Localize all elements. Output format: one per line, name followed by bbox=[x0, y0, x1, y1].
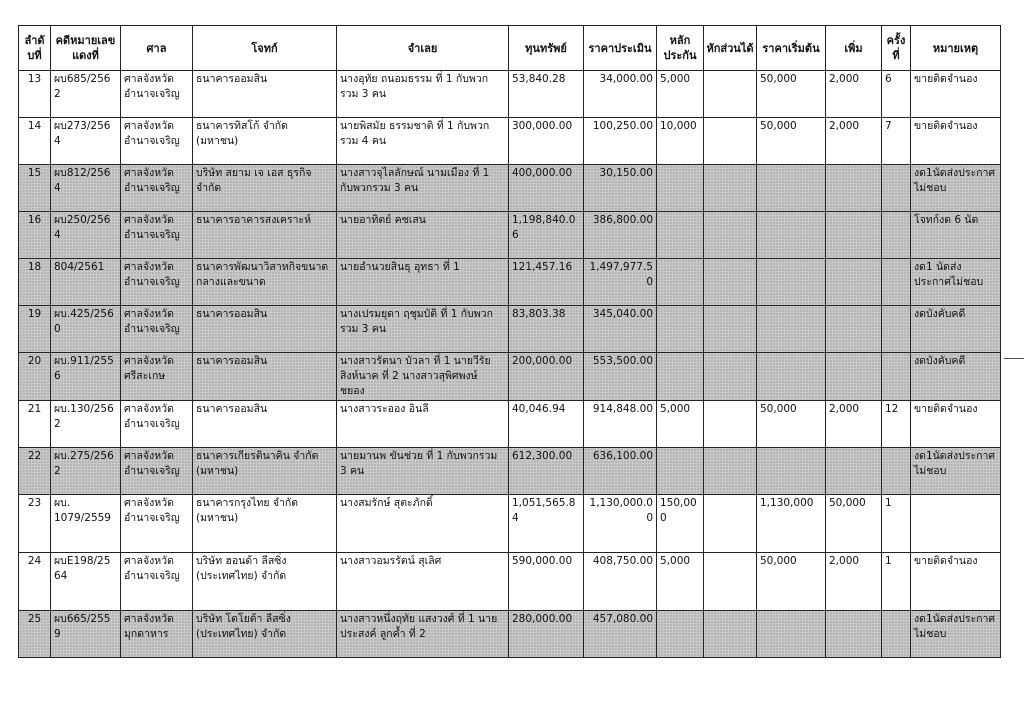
header-seq: ลำดับที่ bbox=[19, 26, 51, 71]
cell-court: ศาลจังหวัดอำนาจเจริญ bbox=[121, 306, 193, 353]
cell-deposit: 5,000 bbox=[657, 71, 704, 118]
header-round: ครั้งที่ bbox=[882, 26, 911, 71]
cell-deduction bbox=[704, 553, 757, 611]
cell-appraisal: 345,040.00 bbox=[584, 306, 657, 353]
cell-court: ศาลจังหวัดอำนาจเจริญ bbox=[121, 495, 193, 553]
cell-start-price bbox=[757, 165, 826, 212]
cell-defendant: นางอุทัย ถนอมธรรม ที่ 1 กับพวกรวม 3 คน bbox=[337, 71, 509, 118]
cell-appraisal: 34,000.00 bbox=[584, 71, 657, 118]
cell-seq: 22 bbox=[19, 448, 51, 495]
cell-remark: งด1นัดส่งประกาศไม่ชอบ bbox=[911, 165, 1001, 212]
cell-principal: 300,000.00 bbox=[509, 118, 584, 165]
cell-seq: 19 bbox=[19, 306, 51, 353]
cell-increment: 2,000 bbox=[826, 553, 882, 611]
cell-deposit bbox=[657, 448, 704, 495]
cell-deduction bbox=[704, 401, 757, 448]
auction-table-sheet bbox=[18, 25, 1001, 658]
cell-case-no: ผบ.425/2560 bbox=[51, 306, 121, 353]
cell-deposit bbox=[657, 165, 704, 212]
cell-deduction bbox=[704, 611, 757, 658]
cell-round bbox=[882, 448, 911, 495]
cell-principal: 200,000.00 bbox=[509, 353, 584, 401]
cell-seq: 25 bbox=[19, 611, 51, 658]
cell-seq: 24 bbox=[19, 553, 51, 611]
cell-defendant: นางสาวระออง อินลี bbox=[337, 401, 509, 448]
cell-defendant: นางสาวหนึ่งฤทัย แสงวงศ์ ที่ 1 นายประสงค์ ลูกค้ำ ที่ 2 bbox=[337, 611, 509, 658]
header-defendant: จำเลย bbox=[337, 26, 509, 71]
table-row bbox=[19, 353, 1001, 401]
cell-case-no: ผบ685/2562 bbox=[51, 71, 121, 118]
cell-appraisal: 100,250.00 bbox=[584, 118, 657, 165]
cell-start-price bbox=[757, 259, 826, 306]
cell-remark: ขายติดจำนอง bbox=[911, 401, 1001, 448]
cell-plaintiff: ธนาคารออมสิน bbox=[193, 353, 337, 401]
cell-round bbox=[882, 212, 911, 259]
cell-court: ศาลจังหวัดอำนาจเจริญ bbox=[121, 401, 193, 448]
cell-seq: 15 bbox=[19, 165, 51, 212]
cell-principal: 280,000.00 bbox=[509, 611, 584, 658]
cell-increment bbox=[826, 306, 882, 353]
cell-plaintiff: บริษัท สยาม เจ เอส ธุรกิจ จำกัด bbox=[193, 165, 337, 212]
cell-deduction bbox=[704, 71, 757, 118]
cell-round: 6 bbox=[882, 71, 911, 118]
cell-plaintiff: บริษัท โตโยต้า ลีสซิ่ง (ประเทศไทย) จำกัด bbox=[193, 611, 337, 658]
cell-deposit: 10,000 bbox=[657, 118, 704, 165]
cell-start-price bbox=[757, 306, 826, 353]
cell-round bbox=[882, 353, 911, 401]
table-row bbox=[19, 401, 1001, 448]
table-row bbox=[19, 495, 1001, 553]
cell-defendant: นายอาทิตย์ คชเสน bbox=[337, 212, 509, 259]
cell-seq: 14 bbox=[19, 118, 51, 165]
cell-round bbox=[882, 259, 911, 306]
cell-plaintiff: ธนาคารออมสิน bbox=[193, 71, 337, 118]
cell-principal: 40,046.94 bbox=[509, 401, 584, 448]
cell-start-price bbox=[757, 448, 826, 495]
header-remark: หมายเหตุ bbox=[911, 26, 1001, 71]
cell-appraisal: 30,150.00 bbox=[584, 165, 657, 212]
cell-increment bbox=[826, 259, 882, 306]
cell-court: ศาลจังหวัดศรีสะเกษ bbox=[121, 353, 193, 401]
cell-plaintiff: ธนาคารกรุงไทย จำกัด (มหาชน) bbox=[193, 495, 337, 553]
cell-appraisal: 408,750.00 bbox=[584, 553, 657, 611]
table-row bbox=[19, 553, 1001, 611]
cell-court: ศาลจังหวัดมุกดาหาร bbox=[121, 611, 193, 658]
cell-case-no: ผบ250/2564 bbox=[51, 212, 121, 259]
cell-appraisal: 386,800.00 bbox=[584, 212, 657, 259]
cell-court: ศาลจังหวัดอำนาจเจริญ bbox=[121, 212, 193, 259]
cell-deposit bbox=[657, 611, 704, 658]
cell-start-price: 50,000 bbox=[757, 71, 826, 118]
cell-seq: 16 bbox=[19, 212, 51, 259]
cell-appraisal: 1,130,000.00 bbox=[584, 495, 657, 553]
cell-court: ศาลจังหวัดอำนาจเจริญ bbox=[121, 553, 193, 611]
cell-appraisal: 914,848.00 bbox=[584, 401, 657, 448]
cell-deposit bbox=[657, 306, 704, 353]
cell-principal: 83,803.38 bbox=[509, 306, 584, 353]
cell-defendant: นายพิสมัย ธรรมชาติ ที่ 1 กับพวกรวม 4 คน bbox=[337, 118, 509, 165]
cell-start-price bbox=[757, 611, 826, 658]
cell-deduction bbox=[704, 448, 757, 495]
cell-round bbox=[882, 306, 911, 353]
cell-increment: 50,000 bbox=[826, 495, 882, 553]
cell-principal: 400,000.00 bbox=[509, 165, 584, 212]
cell-remark: ขายติดจำนอง bbox=[911, 118, 1001, 165]
cell-start-price: 50,000 bbox=[757, 553, 826, 611]
cell-deduction bbox=[704, 118, 757, 165]
header-court: ศาล bbox=[121, 26, 193, 71]
cell-increment bbox=[826, 165, 882, 212]
cell-seq: 18 bbox=[19, 259, 51, 306]
cell-remark: งด1นัดส่งประกาศไม่ชอบ bbox=[911, 448, 1001, 495]
header-deposit: หลักประกัน bbox=[657, 26, 704, 71]
cell-remark: ขายติดจำนอง bbox=[911, 71, 1001, 118]
cell-deposit: 5,000 bbox=[657, 553, 704, 611]
cell-plaintiff: ธนาคารออมสิน bbox=[193, 306, 337, 353]
cell-deduction bbox=[704, 259, 757, 306]
cell-appraisal: 457,080.00 bbox=[584, 611, 657, 658]
margin-rule-line bbox=[1004, 358, 1024, 359]
cell-plaintiff: ธนาคารพัฒนาวิสาหกิจขนาดกลางและขนาด bbox=[193, 259, 337, 306]
cell-plaintiff: ธนาคารอาคารสงเคราะห์ bbox=[193, 212, 337, 259]
cell-defendant: นางเปรมยุดา ฤชุมบัติ ที่ 1 กับพวกรวม 3 คน bbox=[337, 306, 509, 353]
cell-increment bbox=[826, 212, 882, 259]
cell-round bbox=[882, 165, 911, 212]
cell-plaintiff: บริษัท ฮอนด้า ลีสซิ่ง (ประเทศไทย) จำกัด bbox=[193, 553, 337, 611]
cell-increment bbox=[826, 353, 882, 401]
auction-case-table bbox=[18, 25, 1001, 658]
cell-case-no: 804/2561 bbox=[51, 259, 121, 306]
cell-start-price: 50,000 bbox=[757, 118, 826, 165]
cell-seq: 21 bbox=[19, 401, 51, 448]
cell-deduction bbox=[704, 353, 757, 401]
cell-deduction bbox=[704, 212, 757, 259]
cell-start-price: 50,000 bbox=[757, 401, 826, 448]
cell-defendant: นายมานพ ขันช่วย ที่ 1 กับพวกรวม 3 คน bbox=[337, 448, 509, 495]
header-row bbox=[19, 26, 1001, 71]
cell-round: 1 bbox=[882, 553, 911, 611]
cell-principal: 1,198,840.06 bbox=[509, 212, 584, 259]
table-row bbox=[19, 259, 1001, 306]
cell-remark: งด1 นัดส่งประกาศไม่ชอบ bbox=[911, 259, 1001, 306]
table-row bbox=[19, 448, 1001, 495]
cell-court: ศาลจังหวัดอำนาจเจริญ bbox=[121, 165, 193, 212]
cell-round: 12 bbox=[882, 401, 911, 448]
cell-remark: งดบังคับคดี bbox=[911, 306, 1001, 353]
table-row bbox=[19, 306, 1001, 353]
header-start-price: ราคาเริ่มต้น bbox=[757, 26, 826, 71]
cell-round bbox=[882, 611, 911, 658]
header-deduction: หักส่วนได้ bbox=[704, 26, 757, 71]
cell-defendant: นางสาวรัตนา บัวลา ที่ 1 นายวีรัยสิงห์นาค ที่ 2 นางสาวสุพิศพงษ์ ชยอง bbox=[337, 353, 509, 401]
cell-remark: งด1นัดส่งประกาศไม่ชอบ bbox=[911, 611, 1001, 658]
cell-remark: ขายติดจำนอง bbox=[911, 553, 1001, 611]
table-row bbox=[19, 118, 1001, 165]
cell-case-no: ผบ.130/2562 bbox=[51, 401, 121, 448]
cell-start-price: 1,130,000 bbox=[757, 495, 826, 553]
cell-principal: 53,840.28 bbox=[509, 71, 584, 118]
cell-deposit: 5,000 bbox=[657, 401, 704, 448]
header-plaintiff: โจทก์ bbox=[193, 26, 337, 71]
cell-plaintiff: ธนาคารทิสโก้ จำกัด (มหาชน) bbox=[193, 118, 337, 165]
cell-seq: 13 bbox=[19, 71, 51, 118]
cell-case-no: ผบ. 1079/2559 bbox=[51, 495, 121, 553]
cell-deduction bbox=[704, 495, 757, 553]
cell-defendant: นายอำนวยสินธุ อุทธา ที่ 1 bbox=[337, 259, 509, 306]
cell-seq: 20 bbox=[19, 353, 51, 401]
table-row bbox=[19, 212, 1001, 259]
cell-defendant: นางสมรักษ์ สุตะภักดิ์ bbox=[337, 495, 509, 553]
header-principal: ทุนทรัพย์ bbox=[509, 26, 584, 71]
cell-case-no: ผบ.911/2556 bbox=[51, 353, 121, 401]
cell-case-no: ผบ.275/2562 bbox=[51, 448, 121, 495]
cell-deposit bbox=[657, 212, 704, 259]
cell-deduction bbox=[704, 306, 757, 353]
cell-round: 7 bbox=[882, 118, 911, 165]
cell-appraisal: 553,500.00 bbox=[584, 353, 657, 401]
cell-court: ศาลจังหวัดอำนาจเจริญ bbox=[121, 259, 193, 306]
cell-start-price bbox=[757, 212, 826, 259]
table-row bbox=[19, 165, 1001, 212]
cell-court: ศาลจังหวัดอำนาจเจริญ bbox=[121, 118, 193, 165]
cell-case-no: ผบ665/2559 bbox=[51, 611, 121, 658]
cell-remark: โจทก์งด 6 นัด bbox=[911, 212, 1001, 259]
cell-plaintiff: ธนาคารออมสิน bbox=[193, 401, 337, 448]
cell-deposit bbox=[657, 259, 704, 306]
cell-seq: 23 bbox=[19, 495, 51, 553]
cell-principal: 590,000.00 bbox=[509, 553, 584, 611]
cell-court: ศาลจังหวัดอำนาจเจริญ bbox=[121, 448, 193, 495]
cell-start-price bbox=[757, 353, 826, 401]
cell-principal: 121,457.16 bbox=[509, 259, 584, 306]
cell-deduction bbox=[704, 165, 757, 212]
cell-appraisal: 636,100.00 bbox=[584, 448, 657, 495]
cell-court: ศาลจังหวัดอำนาจเจริญ bbox=[121, 71, 193, 118]
cell-increment bbox=[826, 448, 882, 495]
cell-increment: 2,000 bbox=[826, 71, 882, 118]
cell-deposit: 150,000 bbox=[657, 495, 704, 553]
cell-round: 1 bbox=[882, 495, 911, 553]
cell-increment: 2,000 bbox=[826, 118, 882, 165]
cell-increment: 2,000 bbox=[826, 401, 882, 448]
cell-defendant: นางสาวอมรรัตน์ สุเลิศ bbox=[337, 553, 509, 611]
header-case-no: คดีหมายเลขแดงที่ bbox=[51, 26, 121, 71]
cell-plaintiff: ธนาคารเกียรตินาคิน จำกัด (มหาชน) bbox=[193, 448, 337, 495]
cell-remark: งดบังคับคดี bbox=[911, 353, 1001, 401]
table-row bbox=[19, 71, 1001, 118]
table-row bbox=[19, 611, 1001, 658]
cell-principal: 1,051,565.84 bbox=[509, 495, 584, 553]
header-increment: เพิ่ม bbox=[826, 26, 882, 71]
cell-principal: 612,300.00 bbox=[509, 448, 584, 495]
cell-appraisal: 1,497,977.50 bbox=[584, 259, 657, 306]
cell-case-no: ผบ812/2564 bbox=[51, 165, 121, 212]
cell-case-no: ผบE198/2564 bbox=[51, 553, 121, 611]
cell-deposit bbox=[657, 353, 704, 401]
cell-increment bbox=[826, 611, 882, 658]
cell-remark bbox=[911, 495, 1001, 553]
cell-case-no: ผบ273/2564 bbox=[51, 118, 121, 165]
header-appraisal: ราคาประเมิน bbox=[584, 26, 657, 71]
cell-defendant: นางสาวจุไลลักษณ์ นามเมือง ที่ 1 กับพวกรวม 3 คน bbox=[337, 165, 509, 212]
